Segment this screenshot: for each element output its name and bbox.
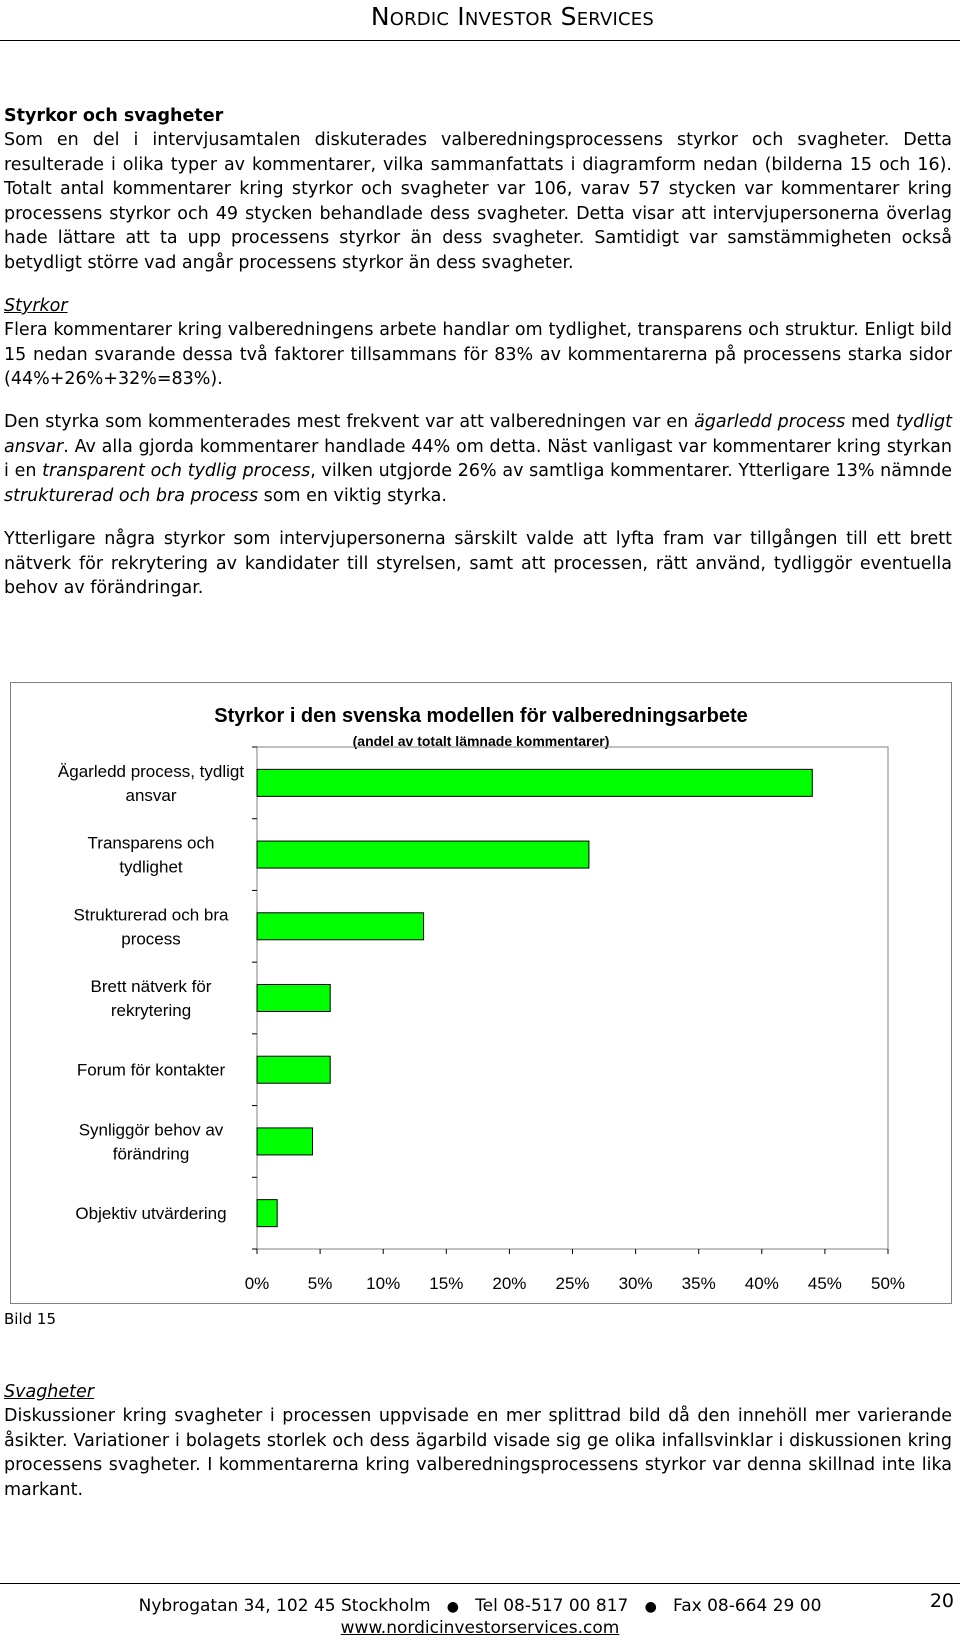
plot-area [257, 747, 888, 1249]
x-tick-label: 35% [681, 1274, 716, 1293]
intro-text-b: Totalt antal kommentarer kring styrkor och svagheter var 106, varav 57 stycken var kommentarer kring processens styrkor och 49 stycken behandlade dess svagheter. Detta visar att intervjupersonerna överlag hade lättare att ta upp processens styrkor än dess svagheter. Samtidigt var samstämmigheten också betydligt större vad angår processens styrkor än dess svagheter. [4, 179, 952, 273]
section-heading: Styrkor och svagheter [4, 106, 224, 126]
p2-italic-4: strukturerad och bra process [4, 485, 259, 506]
intro-text-a: Som en del i intervjusamtalen diskuterades valberedningsprocessens styrkor och svagheter. Detta resulterade i olika typer av kommentarer, vilka sammanfattats i diagramform nedan (bilderna 15 och 16). [4, 130, 952, 175]
category-label: förändring [112, 1144, 190, 1164]
x-tick-label: 20% [492, 1274, 527, 1293]
p2-text-1: Den styrka som kommenterades mest frekvent var att valberedningen var en [4, 412, 695, 432]
x-tick-label: 25% [555, 1274, 590, 1293]
footer-address: Nybrogatan 34, 102 45 Stockholm [138, 1596, 431, 1616]
x-tick-label: 5% [307, 1274, 333, 1293]
bar [257, 1056, 330, 1083]
bar [257, 1128, 313, 1155]
bar [257, 1200, 277, 1227]
x-tick-label: 0% [244, 1274, 270, 1293]
category-label: Objektiv utvärdering [75, 1204, 227, 1224]
x-tick-label: 45% [807, 1274, 842, 1293]
x-tick-label: 10% [366, 1274, 401, 1293]
footer-rule [0, 1583, 960, 1584]
p2-italic-2: tydligt ansvar [4, 412, 952, 457]
chart-subtitle: (andel av totalt lämnade kommentarer) [352, 733, 610, 749]
category-label: Transparens och [87, 833, 215, 853]
category-label: Synliggör behov av [78, 1120, 224, 1140]
bullet-separator: ● [644, 1599, 657, 1615]
category-label: rekrytering [110, 1001, 192, 1020]
page-number: 20 [929, 1590, 954, 1612]
category-label: ansvar [125, 785, 177, 805]
category-label: tydlighet [119, 857, 183, 877]
bullet-separator: ● [446, 1599, 459, 1615]
footer-website-link[interactable]: www.nordicinvestorservices.com [340, 1618, 620, 1638]
bar [257, 769, 812, 796]
svagheter-paragraph: Diskussioner kring svagheter i processen uppvisade en mer splittrad bild då den innehöll mer varierande åsikter. Variationer i bolagets storlek och dess ägarbild visade sig ge olika infallsvinklar i diskussionen kring processens svagheter. I kommentarerna kring valberedningsprocessens styrkor var denna skillnad inte lika markant. [4, 1406, 952, 1500]
figure-caption: Bild 15 [4, 1310, 57, 1328]
p2-text-5: som en viktig styrka. [258, 485, 447, 506]
x-tick-label: 50% [870, 1274, 906, 1293]
bar [257, 985, 330, 1012]
p2-italic-3: transparent och tydlig process [42, 461, 311, 481]
svagheter-heading: Svagheter [4, 1382, 94, 1402]
category-label: process [121, 929, 181, 949]
x-tick-label: 15% [429, 1274, 464, 1293]
footer-phone: Tel 08-517 00 817 [475, 1596, 629, 1616]
bar-chart [11, 683, 951, 1303]
page-header [0, 0, 960, 41]
x-tick-label: 30% [618, 1274, 653, 1293]
category-label: Ägarledd process, tydligt [57, 761, 245, 781]
p2-text-3: . Av alla gjorda kommentarer handlade 44% om detta. Näst vanligast var kommentarer kring styrkan i en [4, 436, 952, 481]
category-label: Brett nätverk för [90, 977, 212, 996]
p2-italic-1: ägarledd process [694, 412, 846, 432]
p2-text-4: , vilken utgjorde 26% av samtliga kommentarer. Ytterligare 13% nämnde [310, 461, 952, 481]
company-title: Nordic Investor Services [370, 2, 654, 31]
category-label: Forum för kontakter [76, 1060, 226, 1080]
styrkor-paragraph-1: Flera kommentarer kring valberedningens arbete handlar om tydlighet, transparens och struktur. Enligt bild 15 nedan svarande dessa två faktorer tillsammans för 83% av kommentarerna på processens starka sidor (44%+26%+32%=83%). [4, 320, 952, 389]
category-label: Strukturerad och bra [73, 905, 229, 925]
bar [257, 913, 424, 940]
styrkor-paragraph-3: Ytterligare några styrkor som intervjupersonerna särskilt valde att lyfta fram var tillgången till ett brett nätverk för rekrytering av kandidater till styrelsen, samt att processen, rätt använd, tydliggör eventuella behov av förändringar. [4, 529, 952, 598]
p2-text-2: med [845, 412, 896, 432]
styrkor-paragraph-2 [4, 410, 952, 508]
x-tick-label: 40% [744, 1274, 779, 1293]
chart-title: Styrkor i den svenska modellen för valberedningsarbete [214, 705, 748, 727]
footer-fax: Fax 08-664 29 00 [673, 1596, 822, 1616]
intro-paragraph [4, 128, 952, 275]
chart-frame [10, 682, 952, 1304]
footer-address-line [0, 1596, 960, 1616]
styrkor-heading: Styrkor [4, 296, 68, 316]
bar [257, 841, 589, 868]
